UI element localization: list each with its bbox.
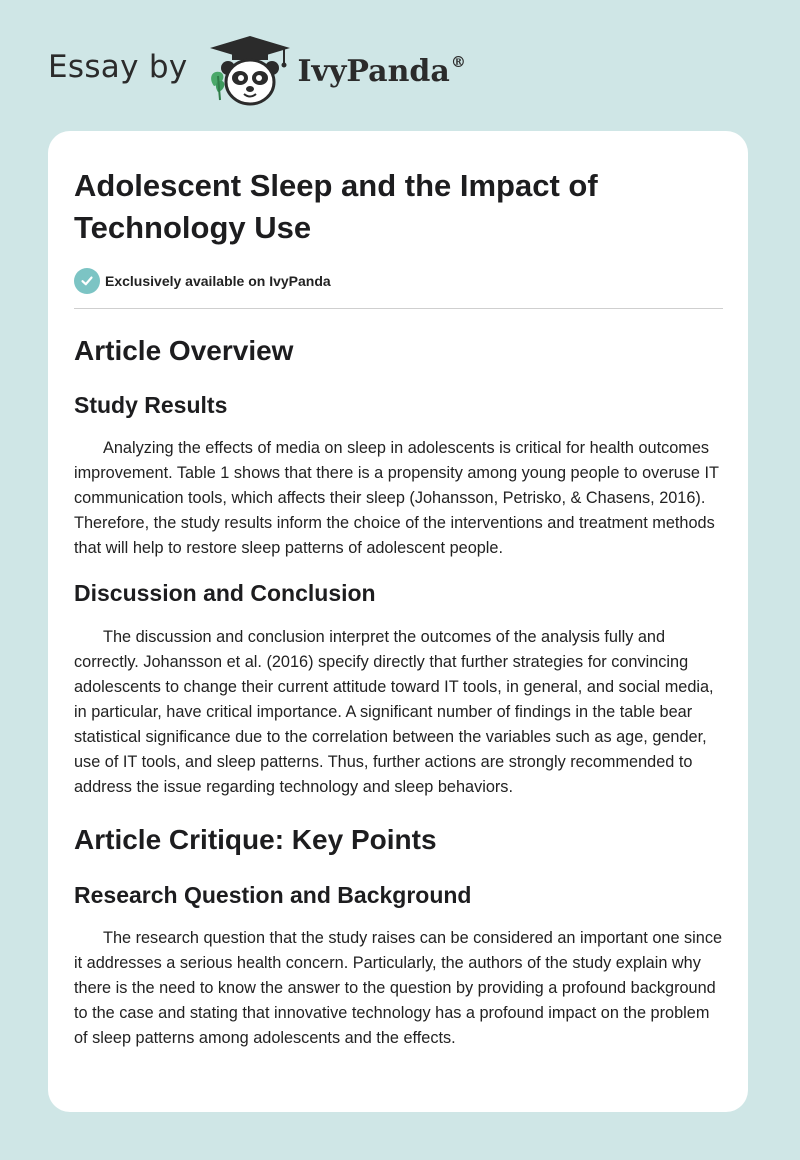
section-heading-article-overview: Article Overview [74,335,294,366]
site-header [48,34,466,108]
exclusive-label: Exclusively available on IvyPanda [105,273,331,289]
subsection-heading-study-results: Study Results [74,392,228,418]
essay-by-label: Essay by [48,49,188,85]
section-heading-article-critique: Article Critique: Key Points [74,824,437,855]
title-line-1: Adolescent Sleep and the Impact of [74,168,598,203]
panda-graduate-logo-icon[interactable] [204,34,296,108]
paragraph-study-results: Analyzing the effects of media on sleep in adolescents is critical for health outcomes improvement. Table 1 shows that there is a propensity among young people to overuse IT communication tools, which affects their sleep (Johansson, Petrisko, & Chasens, 2016). Therefore, the study results inform the choice of the interventions and treatment methods that will help to restore sleep patterns of adolescent people. [74,439,719,557]
article-content [74,165,723,1051]
title-divider [74,308,723,309]
paragraph-research-question: The research question that the study raises can be considered an important one since it addresses a serious health concern. Particularly, the authors of the study explain why there is the need to know the answer to the question by providing a profound background to the case and stating that innovative technology has a profound impact on the problem of sleep patterns among adolescents and the effects. [74,929,723,1047]
exclusive-badge [74,267,723,295]
subsection-heading-research-question: Research Question and Background [74,882,472,908]
registered-mark: ® [450,53,466,71]
paragraph-discussion: The discussion and conclusion interpret the outcomes of the analysis fully and correctly. Johansson et al. (2016) specify directly that further strategies for convincing adolescents to change their current attitude toward IT tools, in general, and social media, in particular, have critical importance. A significant number of findings in the table bear statistical significance due to the correlation between the variables such as age, gender, use of IT tools, and sleep patterns. Thus, further actions are strongly recommended to address the issue regarding technology and sleep behaviors. [74,628,714,796]
article-card [48,131,748,1112]
brand-name-text: IvyPanda [297,54,450,89]
check-circle-icon [74,268,100,294]
subsection-heading-discussion: Discussion and Conclusion [74,580,376,606]
article-title [74,165,723,249]
brand-name[interactable] [298,53,466,89]
title-line-2: Technology Use [74,210,312,245]
